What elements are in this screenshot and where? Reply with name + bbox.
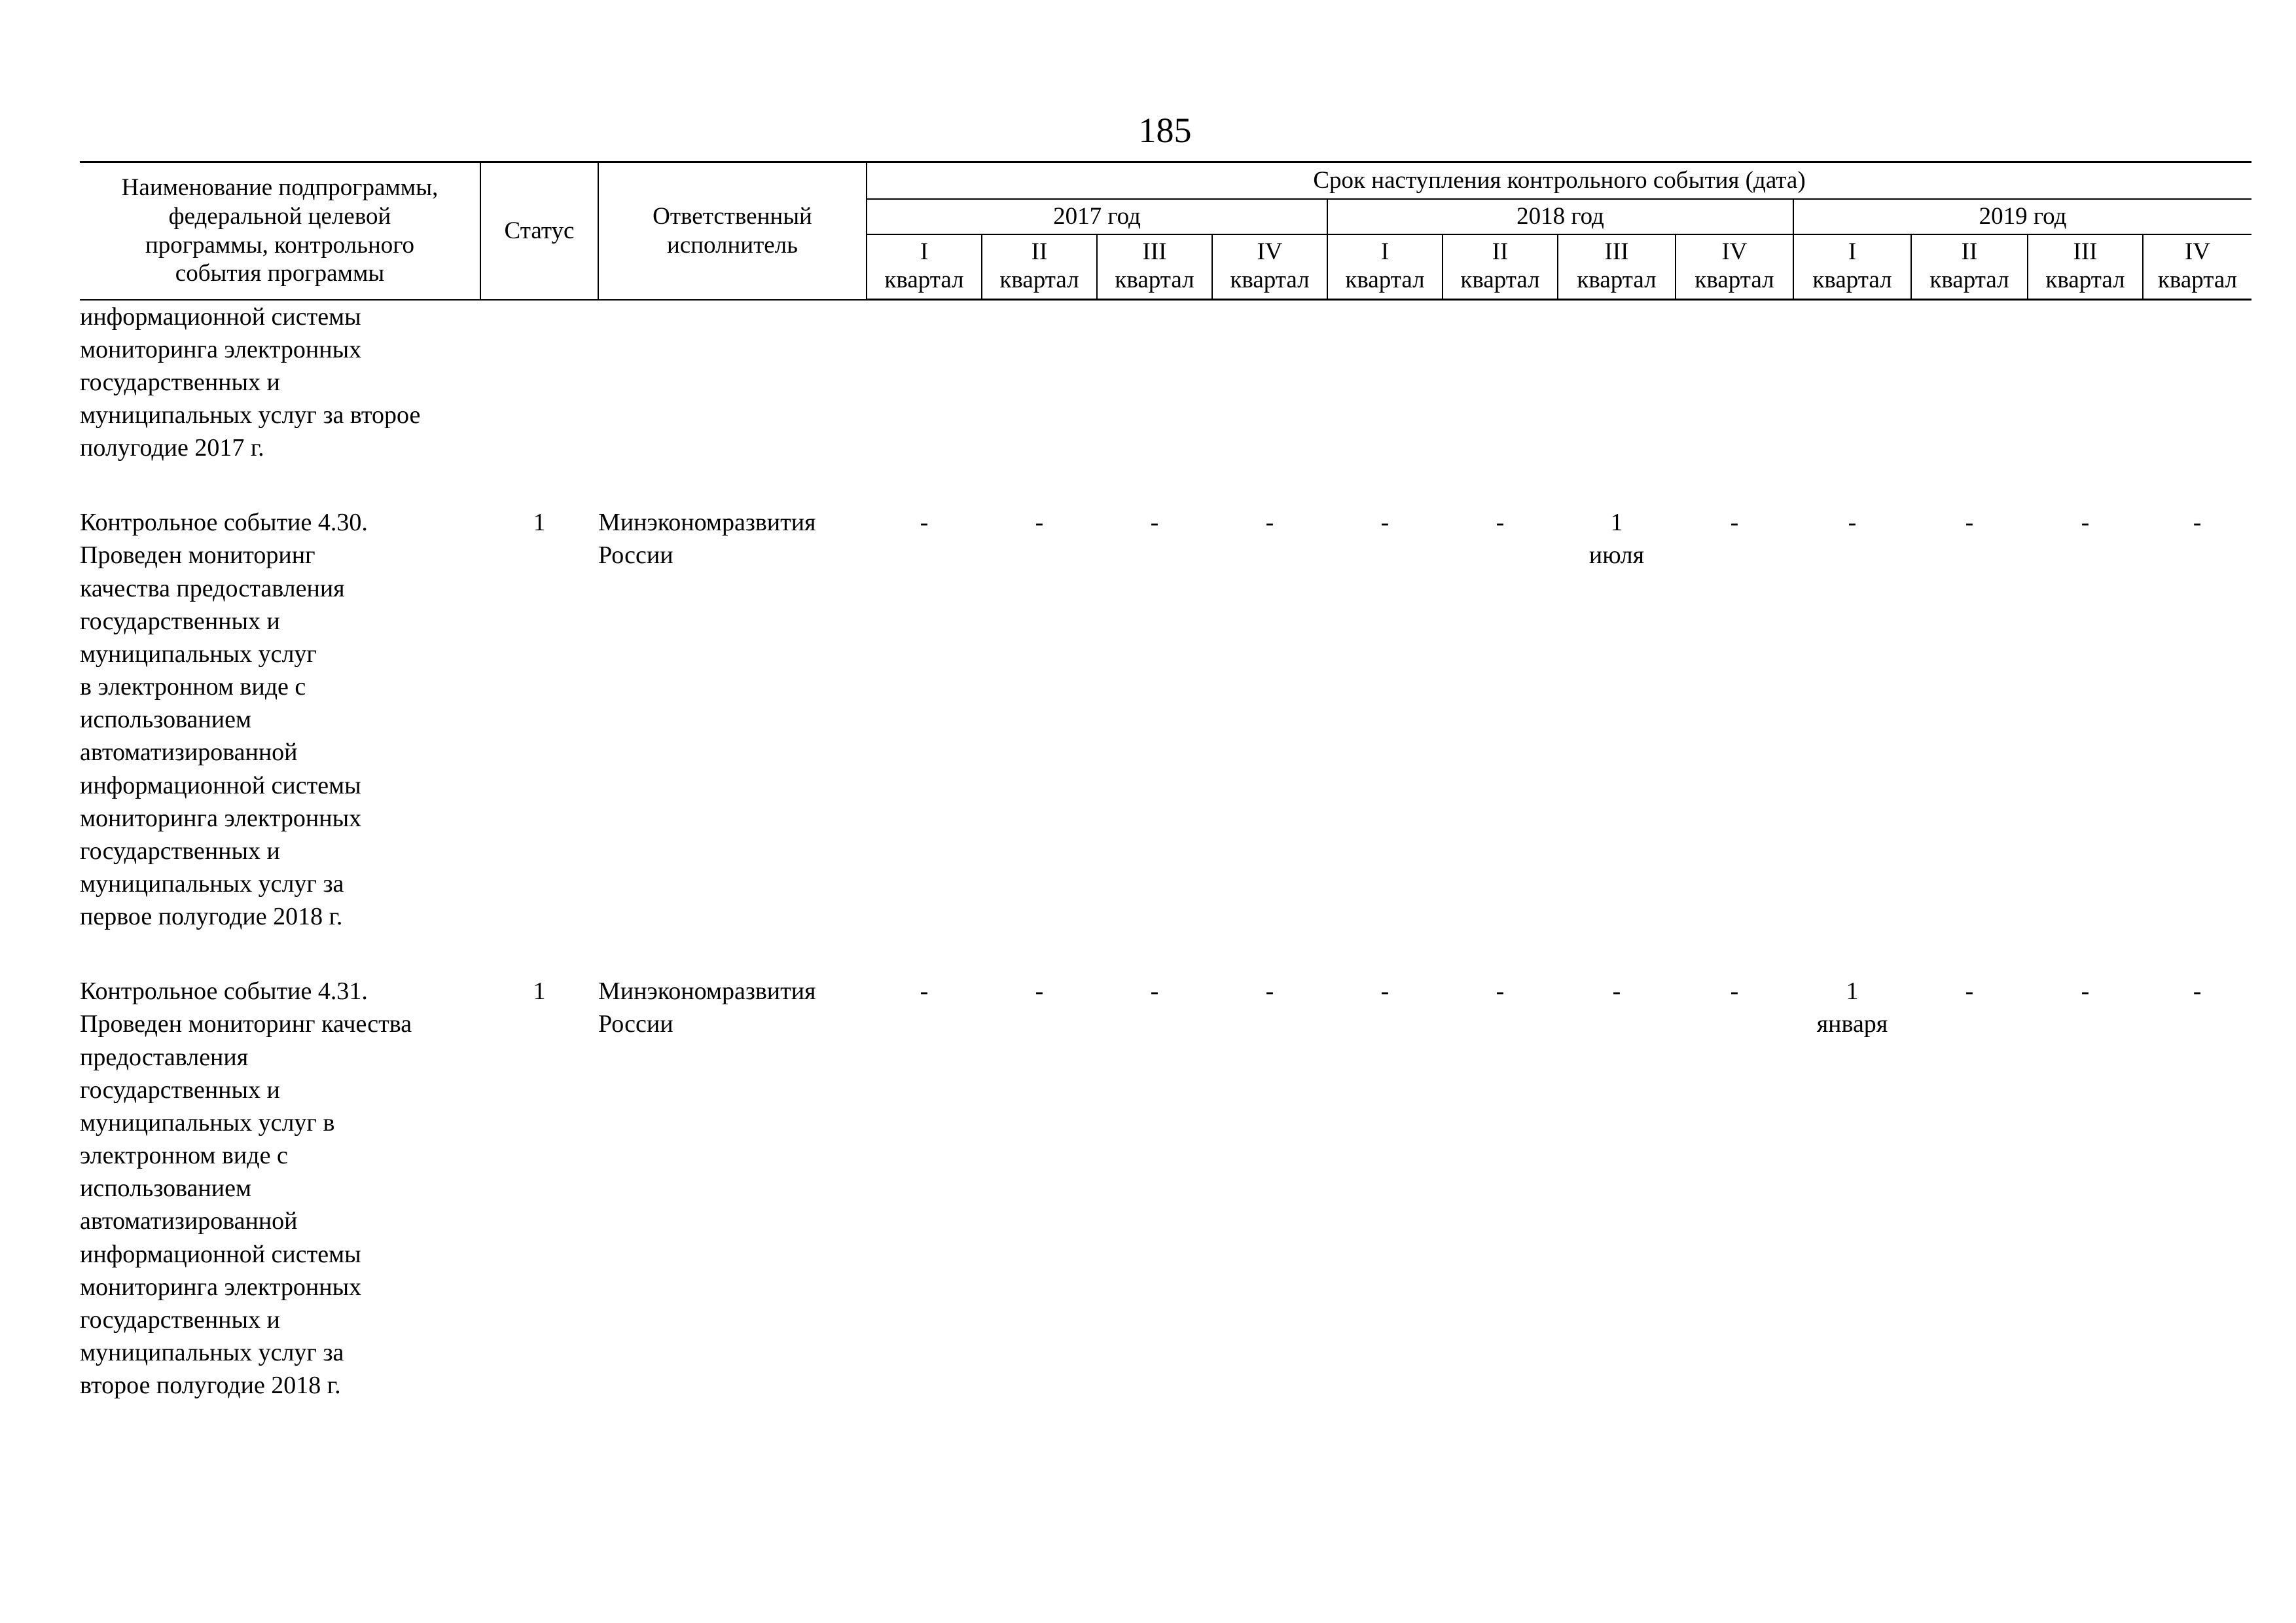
- quarter-date-cell: -: [1848, 509, 1857, 537]
- header-year-2017: 2017 год: [867, 199, 1327, 234]
- quarter-date-cell: -: [1965, 509, 1974, 537]
- header-quarter: [1676, 234, 1793, 300]
- quarter-label: квартал: [884, 266, 964, 294]
- quarter-label: квартал: [2045, 266, 2125, 294]
- quarter-date-cell: -: [2193, 977, 2202, 1006]
- quarter-label: квартал: [1345, 266, 1425, 294]
- quarter-date-cell: -: [1496, 509, 1505, 537]
- quarter-label: квартал: [2157, 266, 2238, 294]
- quarter-date-cell: -: [1730, 509, 1739, 537]
- quarter-date-cell: -: [2081, 509, 2090, 537]
- quarter-date-cell: [1443, 300, 1558, 465]
- event-status: 1: [533, 509, 546, 537]
- header-quarter: [1793, 234, 1911, 300]
- event-status: [480, 300, 598, 465]
- header-quarter: [1911, 234, 2028, 300]
- quarter-label: квартал: [999, 266, 1079, 294]
- quarter-number: I: [1380, 238, 1390, 265]
- quarter-date-cell: [2143, 300, 2251, 465]
- quarter-number: II: [1492, 238, 1509, 265]
- header-quarter: [1212, 234, 1327, 300]
- event-name: Контрольное событие 4.30. Проведен мониторинг качества предоставления государственных и муниципальных услуг в электронном виде с использованием автоматизированной информационной системы мониторинга электронных государственных и муниципальных услуг за первое полугодие 2018 г.: [80, 509, 368, 931]
- event-executor: [598, 300, 867, 465]
- event-name: Контрольное событие 4.31. Проведен мониторинг качества предоставления государственных и муниципальных услуг в электронном виде с использованием автоматизированной информационной системы мониторинга электронных государственных и муниципальных услуг за второе полугодие 2018 г.: [80, 977, 412, 1400]
- quarter-date-cell: [867, 300, 982, 465]
- quarter-number: III: [1604, 238, 1629, 265]
- quarter-date-cell: [1793, 300, 1911, 465]
- quarter-date-cell: -: [1965, 977, 1974, 1006]
- quarter-label: квартал: [1929, 266, 2009, 294]
- quarter-label: квартал: [1577, 266, 1657, 294]
- header-quarter: [1443, 234, 1558, 300]
- quarter-date-cell: -: [920, 977, 929, 1006]
- quarter-date-cell: -: [1035, 977, 1044, 1006]
- quarter-date-cell: -: [1380, 509, 1390, 537]
- event-executor: Минэкономразвития России: [598, 509, 816, 570]
- quarter-label: квартал: [1230, 266, 1310, 294]
- header-executor: Ответственный исполнитель: [598, 162, 867, 300]
- quarter-date-cell: -: [1265, 977, 1274, 1006]
- quarter-date-cell: -: [2193, 509, 2202, 537]
- quarter-number: II: [1031, 238, 1048, 265]
- quarter-date-cell: -: [1150, 509, 1159, 537]
- header-year-2018: 2018 год: [1327, 199, 1793, 234]
- control-events-table: [80, 161, 2251, 1402]
- event-name: информационной системы мониторинга электронных государственных и муниципальных услуг за второе полугодие 2017 г.: [80, 302, 421, 462]
- quarter-date-cell: [1097, 300, 1212, 465]
- quarter-number: IV: [1721, 238, 1748, 265]
- table-row: [80, 464, 2251, 933]
- quarter-number: I: [920, 238, 929, 265]
- event-executor: Минэкономразвития России: [598, 977, 816, 1038]
- event-status: 1: [533, 977, 546, 1006]
- quarter-date-cell: [1212, 300, 1327, 465]
- table-row: [80, 933, 2251, 1402]
- quarter-label: квартал: [1460, 266, 1540, 294]
- quarter-date-cell: -: [1496, 977, 1505, 1006]
- quarter-date-cell: -: [1150, 977, 1159, 1006]
- header-name: Наименование подпрограммы, федеральной целевой программы, контрольного события программы: [80, 162, 480, 300]
- header-status: Статус: [480, 162, 598, 300]
- header-quarter: [2028, 234, 2143, 300]
- quarter-date-cell: [1558, 300, 1676, 465]
- quarter-date-cell: [982, 300, 1097, 465]
- quarter-number: IV: [1257, 238, 1283, 265]
- header-quarter: [1327, 234, 1443, 300]
- quarter-date-cell: -: [1035, 509, 1044, 537]
- quarter-date-cell: [1911, 300, 2028, 465]
- header-quarter: [2143, 234, 2251, 300]
- quarter-date-cell: [1676, 300, 1793, 465]
- quarter-number: II: [1961, 238, 1978, 265]
- quarter-date-cell: -: [1730, 977, 1739, 1006]
- quarter-number: III: [2073, 238, 2098, 265]
- quarter-label: квартал: [1812, 266, 1892, 294]
- quarter-label: квартал: [1115, 266, 1194, 294]
- header-deadline: Срок наступления контрольного события (дата): [867, 162, 2251, 199]
- quarter-date-cell: -: [1265, 509, 1274, 537]
- quarter-date-cell: -: [920, 509, 929, 537]
- quarter-date-cell: [1327, 300, 1443, 465]
- quarter-label: квартал: [1695, 266, 1774, 294]
- quarter-number: IV: [2185, 238, 2211, 265]
- page-number: 185: [1138, 111, 1192, 150]
- header-quarter: [982, 234, 1097, 300]
- quarter-date-cell: 1 июля: [1588, 509, 1645, 570]
- quarter-date-cell: 1 января: [1816, 977, 1888, 1038]
- quarter-date-cell: -: [1612, 977, 1621, 1006]
- quarter-date-cell: -: [1380, 977, 1390, 1006]
- header-quarter: [1558, 234, 1676, 300]
- table-row: [80, 300, 2251, 465]
- header-quarter: [1097, 234, 1212, 300]
- quarter-number: I: [1848, 238, 1857, 265]
- quarter-date-cell: -: [2081, 977, 2090, 1006]
- quarter-date-cell: [2028, 300, 2143, 465]
- header-year-2019: 2019 год: [1793, 199, 2251, 234]
- quarter-number: III: [1142, 238, 1167, 265]
- header-quarter: [867, 234, 982, 300]
